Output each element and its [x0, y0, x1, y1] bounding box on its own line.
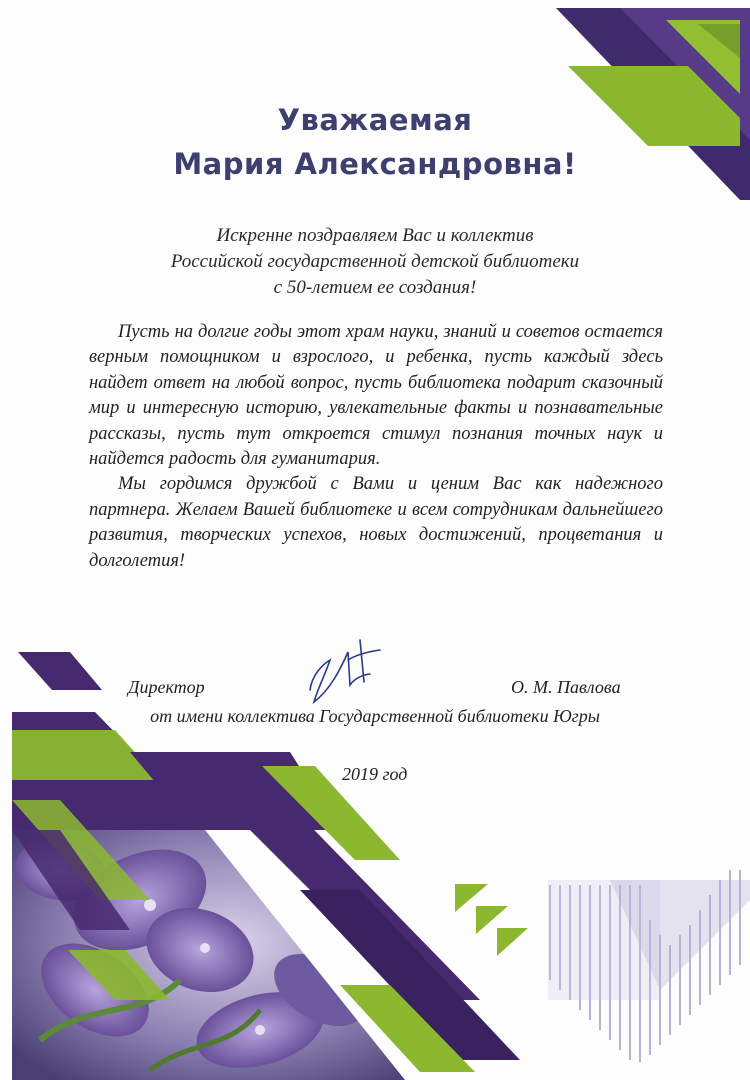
greeting-line-2: Мария Александровна!	[173, 147, 577, 181]
body-paragraph: Пусть на долгие годы этот храм науки, знаний и советов остается верным помощником и взрослого, и ребенка, пусть каждый здесь найдет ответ на любой вопрос, пусть библиотека подарит сказочный мир и интересную историю, увлекательные факты и познавательные рассказы, пусть тут откроется стимул познания точных наук и найдется радость для гуманитария.	[89, 322, 663, 470]
signer-name: О. М. Павлова	[511, 677, 621, 697]
intro-text	[0, 223, 750, 301]
intro-line: Искренне поздравляем Вас и коллектив	[216, 225, 534, 246]
greeting-line-1: Уважаемая	[277, 103, 473, 137]
letter-body	[89, 320, 663, 574]
handwritten-signature	[300, 630, 390, 710]
signer-organization: от имени коллектива Государственной библиотеки Югры	[150, 706, 600, 726]
signer-title: Директор	[128, 677, 205, 697]
body-paragraph: Мы гордимся дружбой с Вами и ценим Вас как надежного партнера. Желаем Вашей библиотеке и всем сотрудникам дальнейшего развития, творческих успехов, новых достижений, процветания и долголетия!	[89, 474, 663, 571]
letter-year: 2019 год	[342, 764, 408, 784]
intro-line: с 50-летием ее создания!	[273, 277, 477, 298]
intro-line: Российской государственной детской библиотеки	[170, 251, 580, 272]
